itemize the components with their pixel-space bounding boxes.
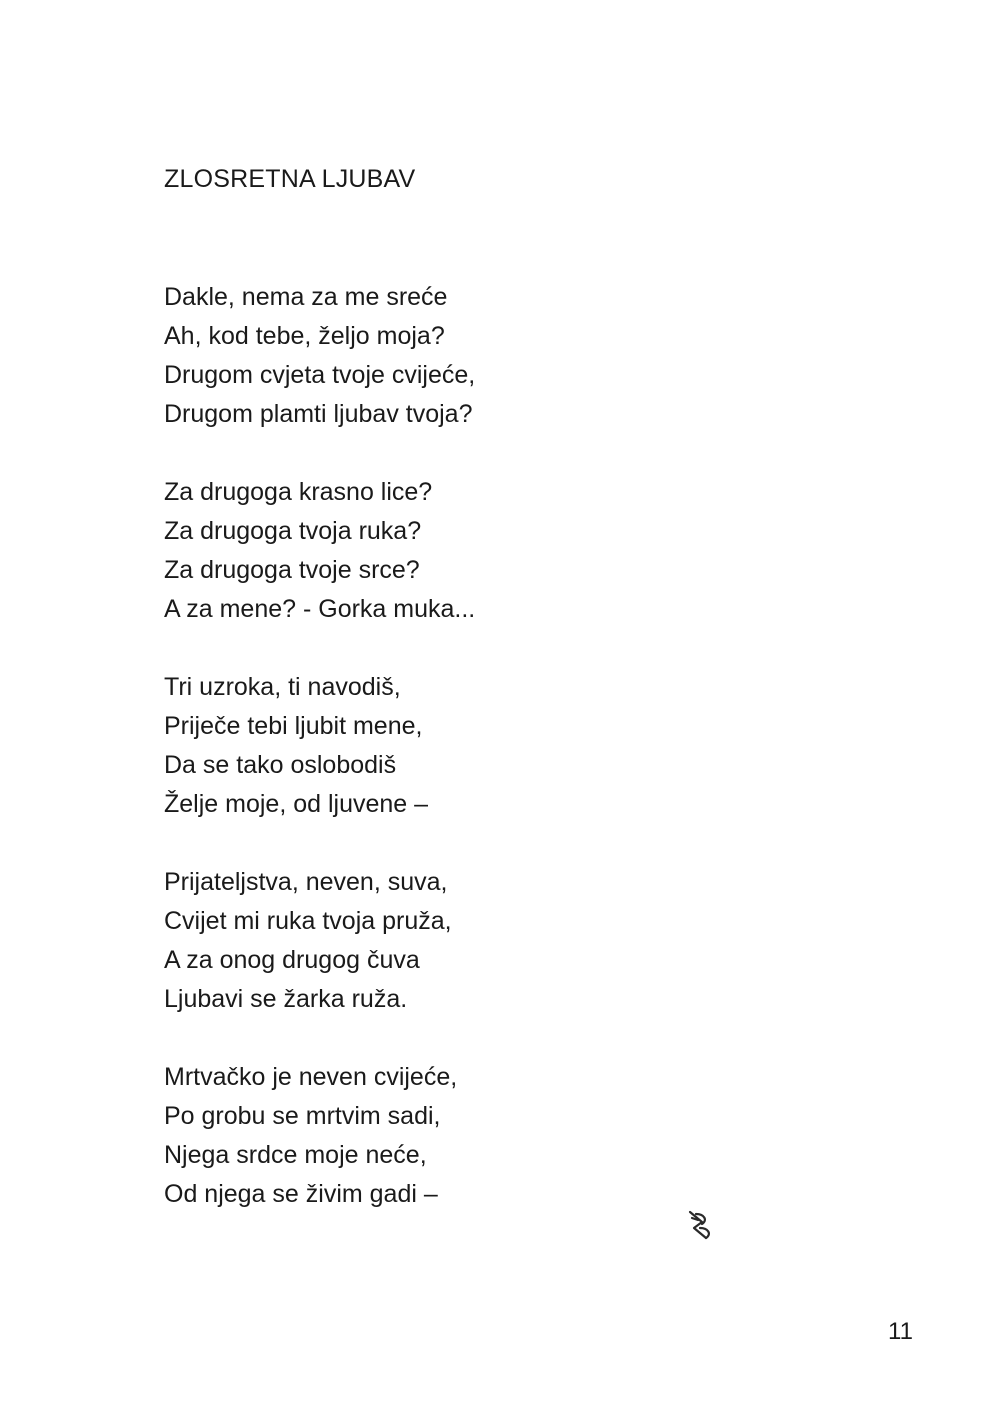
poem-line: Po grobu se mrtvim sadi,: [164, 1102, 441, 1130]
stanza-5: [164, 1058, 724, 1214]
poem-line: Za drugoga tvoje srce?: [164, 556, 420, 584]
poem-line: Drugom plamti ljubav tvoja?: [164, 400, 473, 428]
poem-line: Ah, kod tebe, željo moja?: [164, 322, 445, 350]
poem-line: Drugom cvjeta tvoje cvijeće,: [164, 361, 476, 389]
poem-line: Priječe tebi ljubit mene,: [164, 712, 423, 740]
poem-line: Cvijet mi ruka tvoja pruža,: [164, 907, 452, 935]
stanza-4: [164, 863, 724, 1019]
poem-line: Za drugoga krasno lice?: [164, 478, 433, 506]
poem-line: Njega srdce moje neće,: [164, 1141, 427, 1169]
page-number: 11: [888, 1318, 913, 1345]
poem-line: Od njega se živim gadi –: [164, 1180, 438, 1208]
poem-line: Dakle, nema za me sreće: [164, 283, 448, 311]
poem-line: A za mene? - Gorka muka...: [164, 595, 476, 623]
poem-line: Ljubavi se žarka ruža.: [164, 985, 408, 1013]
poem-line: Mrtvačko je neven cvijeće,: [164, 1063, 458, 1091]
poem-line: Želje moje, od ljuvene –: [164, 790, 429, 818]
stanza-2: [164, 473, 724, 629]
poem-line: Da se tako oslobodiš: [164, 751, 397, 779]
poem-body: [164, 278, 724, 1253]
stanza-1: [164, 278, 724, 434]
poem-line: Za drugoga tvoja ruka?: [164, 517, 422, 545]
page-turn-flourish-icon: [682, 1206, 722, 1246]
stanza-3: [164, 668, 724, 824]
poem-title: ZLOSRETNA LJUBAV: [164, 165, 416, 193]
poem-line: Prijateljstva, neven, suva,: [164, 868, 448, 896]
poem-line: Tri uzroka, ti navodiš,: [164, 673, 401, 701]
poem-line: A za onog drugog čuva: [164, 946, 420, 974]
